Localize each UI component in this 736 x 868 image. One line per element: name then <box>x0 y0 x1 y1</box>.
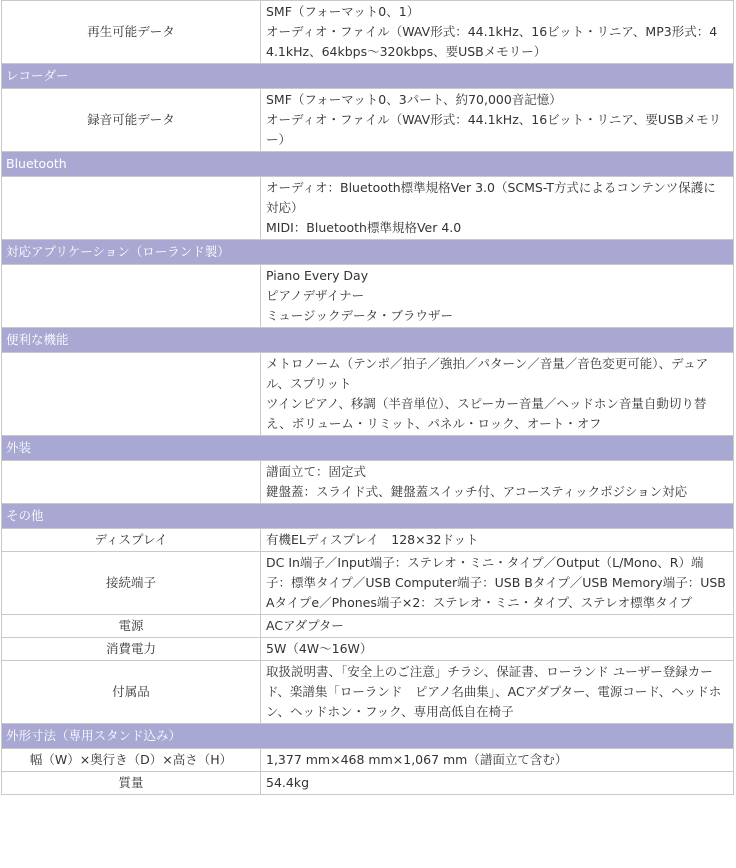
spec-row <box>2 529 734 552</box>
spec-value-line: 譜面立て：固定式 <box>266 464 367 479</box>
spec-value-line: ピアノデザイナー <box>266 288 365 303</box>
spec-value-line: SMF（フォーマット0、3パート、約70,000音記憶） <box>266 92 562 107</box>
section-header-row <box>2 504 734 529</box>
spec-label: 電源 <box>2 615 261 638</box>
spec-value-line: 1,377 mm×468 mm×1,067 mm（譜面立て含む） <box>266 752 568 767</box>
spec-row <box>2 89 734 152</box>
spec-label: 録音可能データ <box>2 89 261 152</box>
spec-value <box>261 177 734 240</box>
spec-label: 接続端子 <box>2 552 261 615</box>
spec-value <box>261 615 734 638</box>
spec-value-line: MIDI：Bluetooth標準規格Ver 4.0 <box>266 220 462 235</box>
spec-label: 質量 <box>2 772 261 795</box>
spec-label: 消費電力 <box>2 638 261 661</box>
spec-value-line: 取扱説明書、「安全上のご注意」チラシ、保証書、ローランド ユーザー登録カード、楽譜集「ローランド ピアノ名曲集」、ACアダプター、電源コード、ヘッドホン、ヘッドホン・フック、専用高低自在椅子 <box>266 664 722 719</box>
spec-label: ディスプレイ <box>2 529 261 552</box>
spec-value-line: 5W（4W～16W） <box>266 641 373 656</box>
spec-value-line: DC In端子／Input端子：ステレオ・ミニ・タイプ／Output（L/Mono、R）端子：標準タイプ／USB Computer端子：USB Bタイプ／USB Memory端子：USB Aタイプe／Phones端子×2：ステレオ・ミニ・タイプ、ステレオ標準タイプ <box>266 555 726 610</box>
spec-value <box>261 265 734 328</box>
section-header-row <box>2 152 734 177</box>
section-title: 外装 <box>2 436 734 461</box>
spec-value <box>261 772 734 795</box>
spec-value-line: 有機ELディスプレイ 128×32ドット <box>266 532 479 547</box>
spec-value <box>261 552 734 615</box>
section-title: Bluetooth <box>2 152 734 177</box>
spec-value <box>261 661 734 724</box>
spec-row <box>2 353 734 436</box>
spec-row <box>2 177 734 240</box>
spec-row <box>2 638 734 661</box>
spec-value <box>261 638 734 661</box>
section-title: レコーダー <box>2 64 734 89</box>
spec-label: 付属品 <box>2 661 261 724</box>
spec-value-line: Piano Every Day <box>266 268 369 283</box>
spec-row <box>2 265 734 328</box>
spec-value <box>261 353 734 436</box>
spec-row <box>2 749 734 772</box>
spec-row <box>2 552 734 615</box>
spec-value <box>261 1 734 64</box>
section-header-row <box>2 724 734 749</box>
spec-value-line: オーディオ・ファイル（WAV形式：44.1kHz、16ビット・リニア、要USBメモリー） <box>266 112 722 147</box>
spec-value-line: 鍵盤蓋：スライド式、鍵盤蓋スイッチ付、アコースティックポジション対応 <box>266 484 688 499</box>
section-header-row <box>2 64 734 89</box>
section-title: 外形寸法（専用スタンド込み） <box>2 724 734 749</box>
spec-label <box>2 461 261 504</box>
section-title: その他 <box>2 504 734 529</box>
spec-value-line: ツインピアノ、移調（半音単位）、スピーカー音量／ヘッドホン音量自動切り替え、ボリューム・リミット、パネル・ロック、オート・オフ <box>266 396 707 431</box>
section-header-row <box>2 436 734 461</box>
section-header-row <box>2 328 734 353</box>
spec-row <box>2 461 734 504</box>
spec-label <box>2 265 261 328</box>
spec-value-line: 54.4kg <box>266 775 310 790</box>
spec-value-line: オーディオ・ファイル（WAV形式：44.1kHz、16ビット・リニア、MP3形式：44.1kHz、64kbps～320kbps、要USBメモリー） <box>266 24 718 59</box>
spec-value-line: SMF（フォーマット0、1） <box>266 4 420 19</box>
spec-value <box>261 89 734 152</box>
section-header-row <box>2 240 734 265</box>
spec-value-line: オーディオ：Bluetooth標準規格Ver 3.0（SCMS-T方式によるコンテンツ保護に対応） <box>266 180 716 215</box>
spec-value-line: メトロノーム（テンポ／拍子／強拍／パターン／音量／音色変更可能）、デュアル、スプリット <box>266 356 709 391</box>
spec-label <box>2 177 261 240</box>
spec-label: 幅（W）×奥行き（D）×高さ（H） <box>2 749 261 772</box>
section-title: 対応アプリケーション（ローランド製） <box>2 240 734 265</box>
section-title: 便利な機能 <box>2 328 734 353</box>
spec-value <box>261 461 734 504</box>
spec-value-line: ACアダプター <box>266 618 344 633</box>
spec-value-line: ミュージックデータ・ブラウザー <box>266 308 454 323</box>
spec-row <box>2 772 734 795</box>
spec-row <box>2 1 734 64</box>
spec-label <box>2 353 261 436</box>
spec-value <box>261 749 734 772</box>
spec-table <box>1 0 734 795</box>
spec-row <box>2 661 734 724</box>
spec-table-body <box>2 1 734 795</box>
spec-label: 再生可能データ <box>2 1 261 64</box>
spec-value <box>261 529 734 552</box>
spec-row <box>2 615 734 638</box>
